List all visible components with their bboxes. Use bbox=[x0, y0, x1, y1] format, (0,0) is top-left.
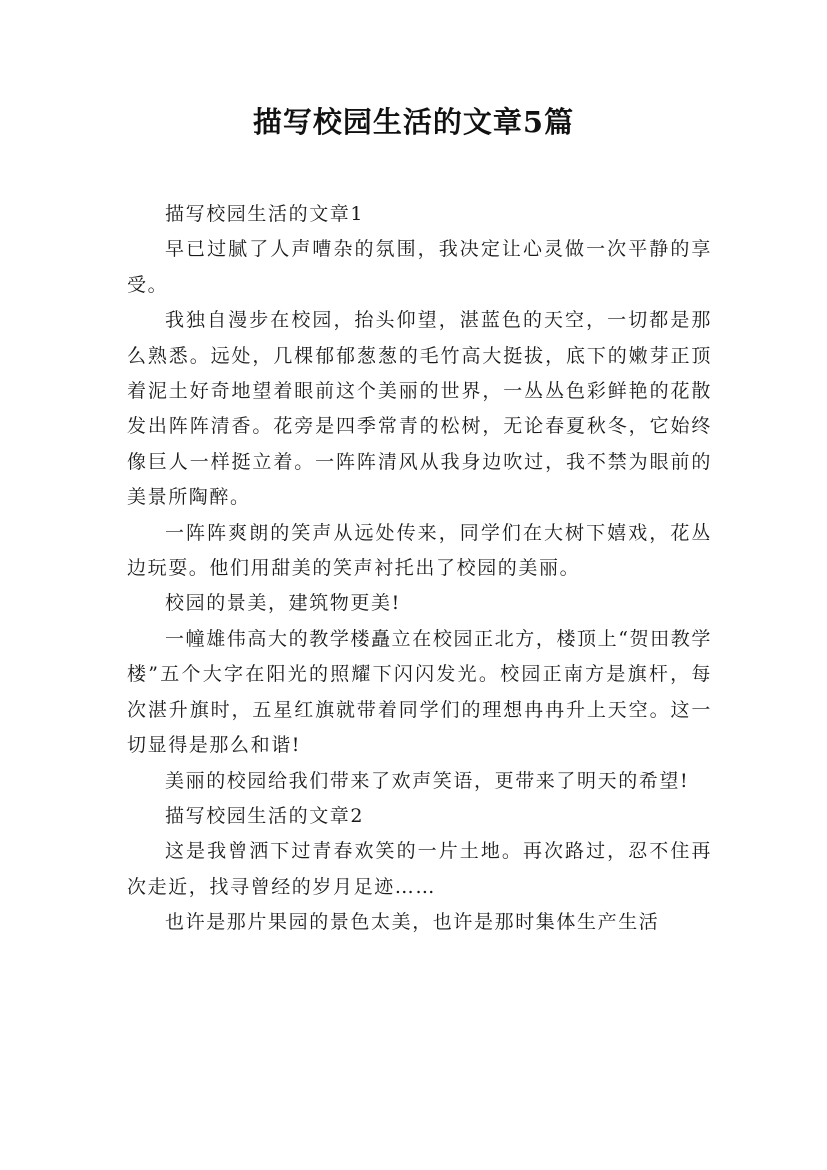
paragraph: 也许是那片果园的景色太美，也许是那时集体生产生活 bbox=[165, 911, 660, 934]
document-title: 描写校园生活的文章5篇 bbox=[252, 105, 575, 139]
paragraph: 校园的景美，建筑物更美! bbox=[165, 592, 401, 615]
paragraph: 一幢雄伟高大的教学楼矗立在校园正北方，楼顶上“贺田教学楼”五个大字在阳光的照耀下闪闪发光。校园正南方是旗杆，每次湛升旗时，五星红旗就带着同学们的理想冉冉升上天空。这一切显得是那么和谐! bbox=[127, 627, 712, 757]
paragraph: 我独自漫步在校园，抬头仰望，湛蓝色的天空，一切都是那么熟悉。远处，几棵郁郁葱葱的毛竹高大挺拔，底下的嫩芽正顶着泥土好奇地望着眼前这个美丽的世界，一丛丛色彩鲜艳的花散发出阵阵清香。花旁是四季常青的松树，无论春夏秋冬，它始终像巨人一样挺立着。一阵阵清风从我身边吹过，我不禁为眼前的美景所陶醉。 bbox=[127, 309, 712, 509]
section-heading-2: 描写校园生活的文章2 bbox=[165, 804, 365, 827]
document-body bbox=[127, 197, 712, 941]
section-heading-1: 描写校园生活的文章1 bbox=[165, 203, 365, 225]
paragraph: 美丽的校园给我们带来了欢声笑语，更带来了明天的希望! bbox=[165, 769, 690, 792]
paragraph: 这是我曾洒下过青春欢笑的一片土地。再次路过，忍不住再次走近，找寻曾经的岁月足迹…… bbox=[127, 840, 712, 898]
paragraph: 早已过腻了人声嘈杂的氛围，我决定让心灵做一次平静的享受。 bbox=[127, 238, 712, 296]
paragraph: 一阵阵爽朗的笑声从远处传来，同学们在大树下嬉戏，花丛边玩耍。他们用甜美的笑声衬托出了校园的美丽。 bbox=[127, 521, 712, 580]
